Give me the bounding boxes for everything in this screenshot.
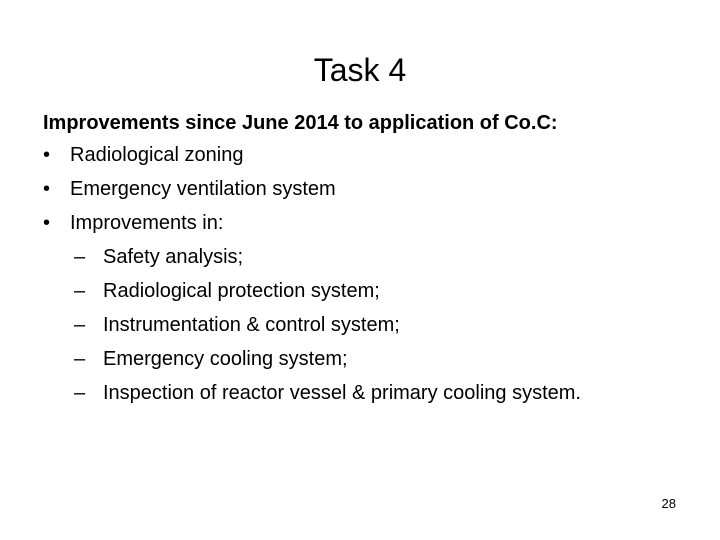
- sub-bullet-item: [43, 274, 713, 308]
- bullet-item: [43, 172, 713, 206]
- sub-bullet-text: Safety analysis;: [103, 246, 244, 268]
- bullet-icon: •: [43, 144, 51, 166]
- bullet-item: [43, 138, 713, 172]
- sub-bullet-list: [43, 240, 713, 410]
- sub-bullet-text: Instrumentation & control system;: [103, 314, 400, 336]
- bullet-text: Improvements in:: [70, 212, 224, 234]
- sub-bullet-text: Radiological protection system;: [103, 280, 380, 302]
- content-heading: Improvements since June 2014 to application of Co.C:: [43, 112, 558, 134]
- sub-bullet-item: [43, 308, 713, 342]
- sub-bullet-text: Emergency cooling system;: [103, 348, 348, 370]
- slide-content: [43, 108, 713, 410]
- dash-icon: –: [74, 348, 86, 370]
- bullet-text: Radiological zoning: [70, 144, 244, 166]
- bullet-icon: •: [43, 178, 51, 200]
- dash-icon: –: [74, 382, 86, 404]
- bullet-list: [43, 138, 713, 240]
- bullet-item: [43, 206, 713, 240]
- page-number: 28: [661, 496, 676, 511]
- sub-bullet-text: Inspection of reactor vessel & primary cooling system.: [103, 382, 581, 404]
- dash-icon: –: [74, 246, 86, 268]
- sub-bullet-item: [43, 240, 713, 274]
- dash-icon: –: [74, 314, 86, 336]
- slide-title: Task 4: [313, 52, 407, 88]
- bullet-icon: •: [43, 212, 51, 234]
- bullet-text: Emergency ventilation system: [70, 178, 336, 200]
- sub-bullet-item: [43, 342, 713, 376]
- dash-icon: –: [74, 280, 86, 302]
- sub-bullet-item: [43, 376, 713, 410]
